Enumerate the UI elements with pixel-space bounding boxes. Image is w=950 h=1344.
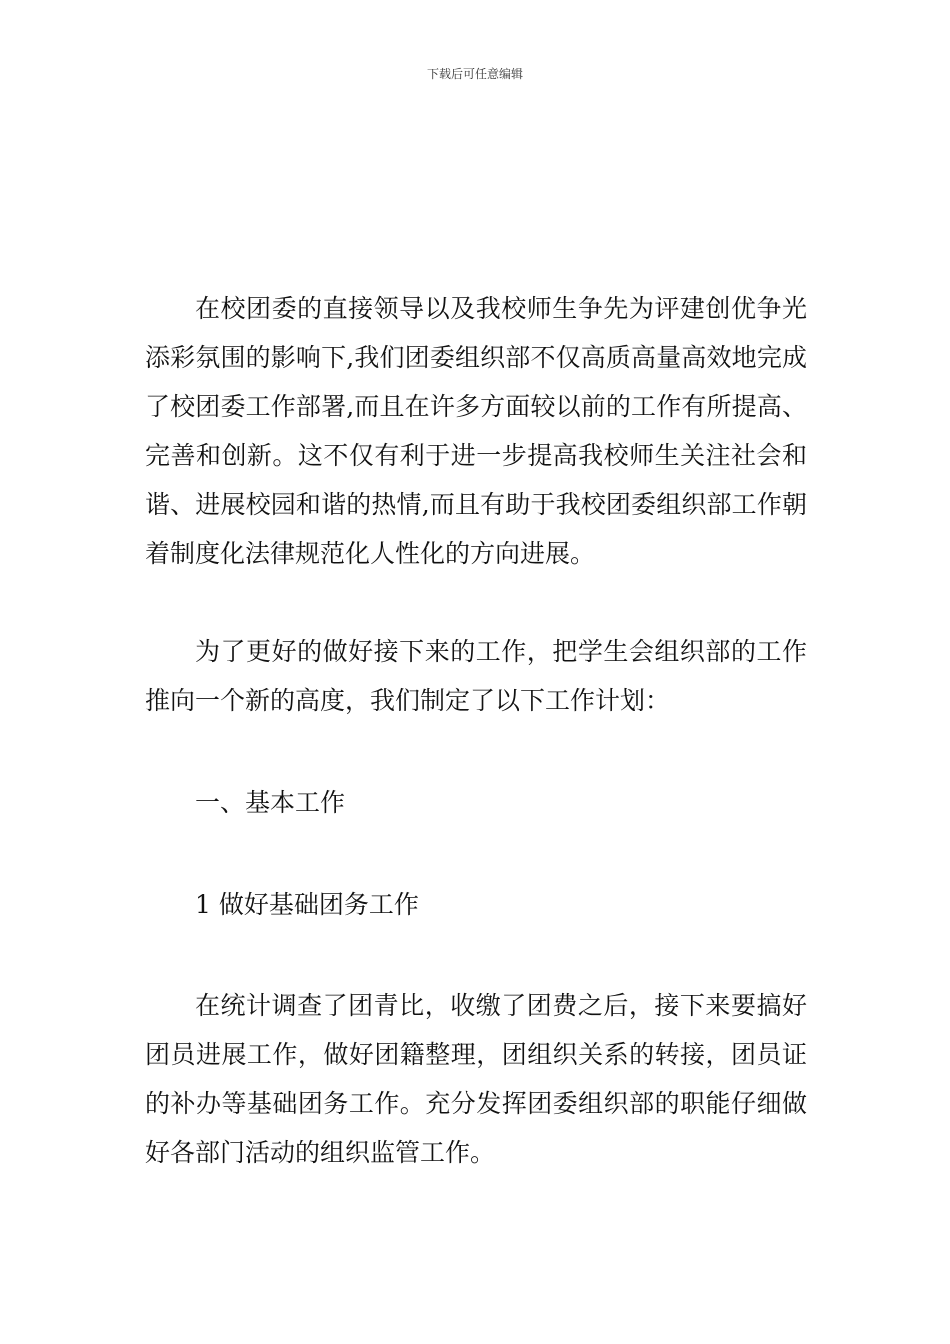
paragraph-intro: 在校团委的直接领导以及我校师生争先为评建创优争光添彩氛围的影响下,我们团委组织部不仅高质高量高效地完成了校团委工作部署,而且在许多方面较以前的工作有所提高、完善和创新。这不仅有利于进一步提高我校师生关注社会和谐、进展校园和谐的热情,而且有助于我校团委组织部工作朝着制度化法律规范化人性化的方向进展。 [145,294,807,568]
paragraph-plan-intro: 为了更好的做好接下来的工作，把学生会组织部的工作推向一个新的高度，我们制定了以下工作计划： [145,637,807,715]
paragraph-tuanwu-detail: 在统计调查了团青比，收缴了团费之后，接下来要搞好团员进展工作，做好团籍整理，团组织关系的转接，团员证的补办等基础团务工作。充分发挥团委组织部的职能仔细做好各部门活动的组织监管工作。 [145,991,807,1167]
page-header: 下载后可任意编辑 [426,67,523,81]
document-body [145,284,807,1177]
subsection-heading-tuanwu: 1 做好基础团务工作 [195,890,419,919]
section-heading-basic-work: 一、基本工作 [195,788,346,817]
